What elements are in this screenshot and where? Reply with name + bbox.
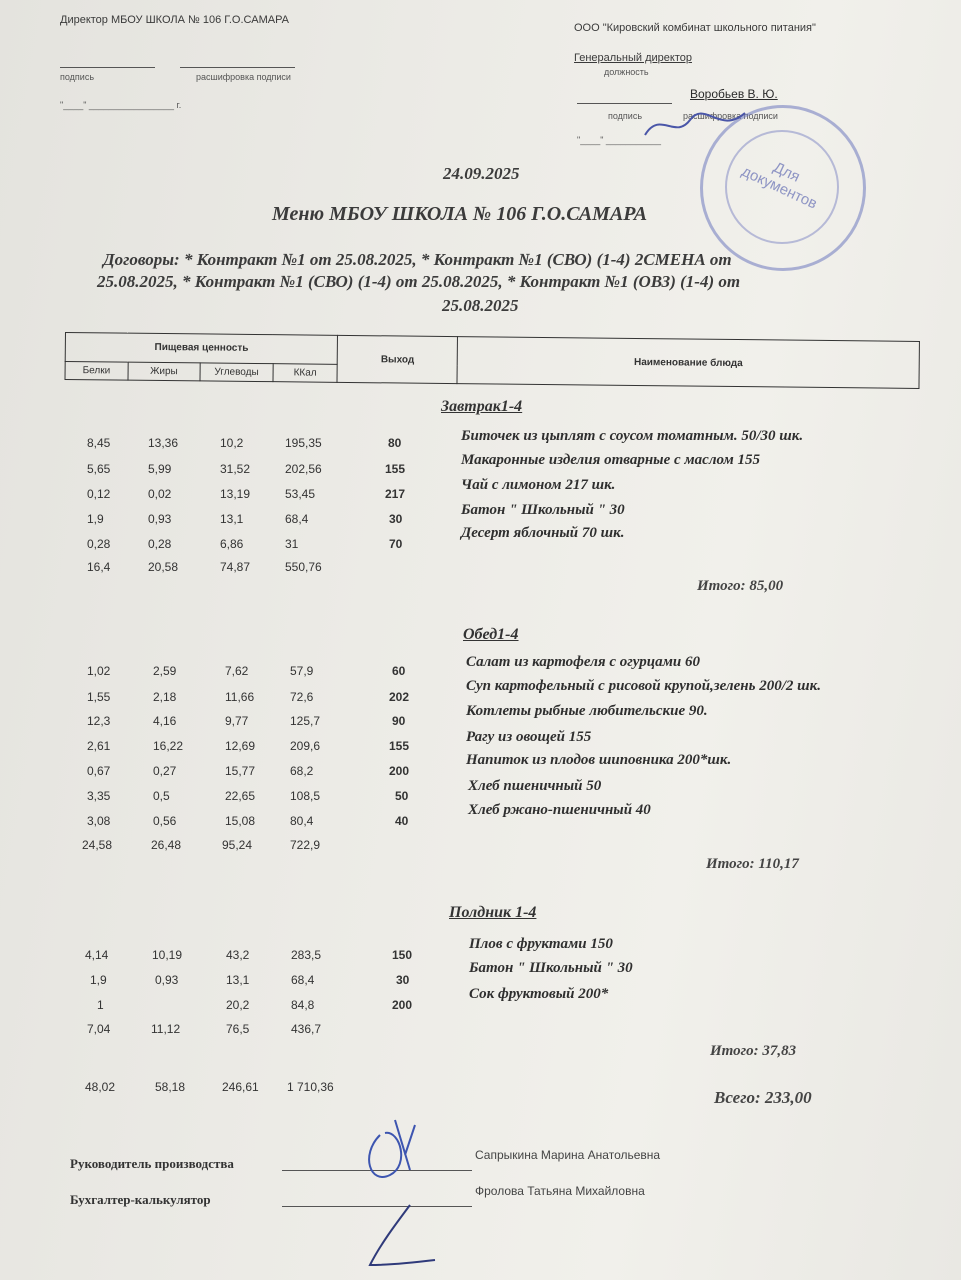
carbs-sum: 76,5 — [226, 1022, 250, 1036]
carbs-sum: 95,24 — [222, 838, 253, 852]
carbs-cell: 43,2 — [226, 948, 250, 962]
carbs-cell: 9,77 — [225, 714, 249, 728]
output-cell: 217 — [385, 487, 406, 501]
output-cell: 150 — [392, 948, 413, 962]
kcal-cell: 31 — [285, 537, 299, 551]
dish-name: Батон " Школьный " 30 — [469, 960, 633, 976]
output-cell: 40 — [395, 814, 409, 828]
fats-cell: 13,36 — [148, 436, 179, 450]
dish-name: Биточек из цыплят с соусом томатным. 50/30 шк. — [461, 428, 804, 444]
kcal-cell: 72,6 — [290, 690, 314, 704]
kcal-cell: 84,8 — [291, 998, 315, 1012]
dish-name: Чай с лимоном 217 шк. — [461, 477, 616, 493]
proteins-cell: 1,9 — [90, 973, 107, 987]
proteins-cell: 4,14 — [85, 948, 109, 962]
output-cell: 202 — [389, 690, 410, 704]
carbs-cell: 11,66 — [225, 690, 255, 704]
dish-name: Плов с фруктами 150 — [469, 936, 613, 952]
kcal-grand: 1 710,36 — [287, 1080, 334, 1094]
kcal-cell: 68,4 — [285, 512, 309, 526]
carbs-cell: 15,08 — [225, 814, 256, 828]
fats-cell: 4,16 — [153, 714, 177, 728]
fats-cell: 10,19 — [152, 948, 183, 962]
kcal-cell: 195,35 — [285, 436, 322, 450]
dish-name: Салат из картофеля с огурцами 60 — [466, 654, 700, 670]
dish-name: Макаронные изделия отварные с маслом 155 — [461, 452, 760, 468]
director-name: Воробьев В. Ю. — [690, 87, 778, 101]
proteins-sum: 24,58 — [82, 838, 113, 852]
proteins-cell: 2,61 — [87, 739, 111, 753]
menu-date: 24.09.2025 — [443, 164, 520, 183]
section-total-lunch: Итого: 110,17 — [706, 856, 799, 872]
fats-sum: 26,48 — [151, 838, 182, 852]
output-cell: 60 — [392, 664, 406, 678]
role-production-head: Руководитель производства — [70, 1156, 234, 1171]
dish-name: Котлеты рыбные любительские 90. — [466, 703, 708, 719]
proteins-cell: 8,45 — [87, 436, 111, 450]
carbs-grand: 246,61 — [222, 1080, 259, 1094]
kcal-sum: 550,76 — [285, 560, 322, 574]
output-cell: 30 — [389, 512, 403, 526]
col-carbs: Углеводы — [200, 363, 273, 382]
proteins-cell: 1 — [97, 998, 104, 1012]
signature-label: подпись — [60, 72, 95, 82]
proteins-cell: 1,02 — [87, 664, 111, 678]
proteins-cell: 1,55 — [87, 690, 111, 704]
carbs-cell: 13,19 — [220, 487, 251, 501]
fats-cell: 2,18 — [153, 690, 177, 704]
carbs-cell: 15,77 — [225, 764, 256, 778]
fats-cell: 0,02 — [148, 487, 172, 501]
proteins-cell: 3,35 — [87, 789, 111, 803]
output-cell: 80 — [388, 436, 402, 450]
kcal-cell: 283,5 — [291, 948, 322, 962]
fats-sum: 11,12 — [151, 1022, 181, 1036]
carbs-cell: 13,1 — [220, 512, 244, 526]
kcal-sum: 436,7 — [291, 1022, 322, 1036]
dish-name: Десерт яблочный 70 шк. — [461, 525, 625, 541]
decode-line — [180, 67, 295, 68]
carbs-cell: 20,2 — [226, 998, 250, 1012]
col-proteins: Белки — [65, 361, 128, 380]
kcal-sum: 722,9 — [290, 838, 321, 852]
proteins-cell: 1,9 — [87, 512, 104, 526]
fats-cell: 0,27 — [153, 764, 177, 778]
contracts-line-1: Договоры: * Контракт №1 от 25.08.2025, * Контракт №1 (СВО) (1-4) 2СМЕНА от — [103, 250, 732, 269]
signature-line — [60, 67, 155, 68]
stamp-text: Для документов — [739, 158, 820, 213]
right-signature-line — [577, 103, 672, 104]
fats-cell: 0,28 — [148, 537, 172, 551]
nutrition-header: Пищевая ценность — [65, 333, 338, 364]
col-kcal: ККал — [273, 363, 338, 382]
organization-name: ООО "Кировский комбинат школьного питания" — [574, 22, 816, 34]
kcal-cell: 125,7 — [290, 714, 321, 728]
proteins-grand: 48,02 — [85, 1080, 116, 1094]
fats-cell: 0,56 — [153, 814, 177, 828]
kcal-cell: 108,5 — [290, 789, 321, 803]
date-blank: "____" _________________ г. — [60, 100, 182, 110]
carbs-cell: 12,69 — [225, 739, 256, 753]
name-production-head: Сапрыкина Марина Анатольевна — [475, 1148, 661, 1162]
proteins-cell: 0,28 — [87, 537, 111, 551]
carbs-cell: 22,65 — [225, 789, 256, 803]
output-cell: 30 — [396, 973, 410, 987]
role-accountant: Бухгалтер-калькулятор — [70, 1192, 211, 1207]
section-title-lunch: Обед1-4 — [463, 626, 519, 643]
carbs-cell: 13,1 — [226, 973, 250, 987]
output-cell: 70 — [389, 537, 403, 551]
name-accountant: Фролова Татьяна Михайловна — [475, 1184, 645, 1198]
fats-cell: 2,59 — [153, 664, 177, 678]
director-signature — [640, 105, 750, 145]
carbs-cell: 10,2 — [220, 436, 244, 450]
right-signature-label: подпись — [608, 111, 643, 121]
proteins-cell: 0,12 — [87, 487, 111, 501]
proteins-sum: 7,04 — [87, 1022, 111, 1036]
fats-cell: 5,99 — [148, 462, 172, 476]
carbs-cell: 7,62 — [225, 664, 249, 678]
output-cell: 200 — [392, 998, 413, 1012]
decode-label: расшифровка подписи — [196, 72, 291, 82]
right-decode-label: расшифровка подписи — [683, 111, 778, 121]
output-cell: 155 — [389, 739, 410, 753]
dish-name: Рагу из овощей 155 — [466, 729, 592, 745]
fats-cell: 0,5 — [153, 789, 170, 803]
menu-title: Меню МБОУ ШКОЛА № 106 Г.О.САМАРА — [272, 203, 648, 225]
fats-cell: 0,93 — [155, 973, 179, 987]
kcal-cell: 57,9 — [290, 664, 314, 678]
right-date-blank: "____" ___________ — [577, 135, 661, 145]
proteins-sum: 16,4 — [87, 560, 111, 574]
fats-cell: 16,22 — [153, 739, 184, 753]
dish-name: Суп картофельный с рисовой крупой,зелень 200/2 шк. — [466, 678, 821, 694]
grand-total: Всего: 233,00 — [714, 1088, 812, 1107]
kcal-cell: 68,4 — [291, 973, 315, 987]
dish-header: Наименование блюда — [457, 337, 919, 389]
menu-table-header — [64, 332, 919, 389]
dish-name: Хлеб пшеничный 50 — [468, 778, 602, 794]
handwritten-signature — [355, 1115, 445, 1275]
kcal-cell: 209,6 — [290, 739, 321, 753]
proteins-cell: 12,3 — [87, 714, 111, 728]
fats-grand: 58,18 — [155, 1080, 186, 1094]
section-title-breakfast: Завтрак1-4 — [441, 398, 523, 415]
output-header: Выход — [337, 335, 458, 383]
carbs-cell: 31,52 — [220, 462, 251, 476]
dish-name: Напиток из плодов шиповника 200*шк. — [466, 752, 732, 768]
proteins-cell: 3,08 — [87, 814, 111, 828]
output-cell: 155 — [385, 462, 406, 476]
director-line: Директор МБОУ ШКОЛА № 106 Г.О.САМАРА — [60, 14, 290, 26]
dish-name: Хлеб ржано-пшеничный 40 — [468, 802, 651, 818]
section-total-snack: Итого: 37,83 — [710, 1043, 797, 1059]
fats-sum: 20,58 — [148, 560, 179, 574]
proteins-cell: 0,67 — [87, 764, 111, 778]
section-total-breakfast: Итого: 85,00 — [697, 578, 784, 594]
fats-cell: 0,93 — [148, 512, 172, 526]
carbs-cell: 6,86 — [220, 537, 244, 551]
section-title-snack: Полдник 1-4 — [449, 904, 537, 921]
kcal-cell: 202,56 — [285, 462, 322, 476]
position-label: должность — [604, 67, 649, 77]
carbs-sum: 74,87 — [220, 560, 251, 574]
kcal-cell: 68,2 — [290, 764, 314, 778]
contracts-line-3: 25.08.2025 — [442, 296, 519, 315]
dish-name: Батон " Школьный " 30 — [461, 502, 625, 518]
output-cell: 50 — [395, 789, 409, 803]
kcal-cell: 53,45 — [285, 487, 316, 501]
director-position: Генеральный директор — [574, 52, 692, 64]
output-cell: 200 — [389, 764, 410, 778]
dish-name: Сок фруктовый 200* — [469, 986, 609, 1002]
proteins-cell: 5,65 — [87, 462, 111, 476]
output-cell: 90 — [392, 714, 406, 728]
col-fats: Жиры — [128, 362, 201, 381]
kcal-cell: 80,4 — [290, 814, 314, 828]
contracts-line-2: 25.08.2025, * Контракт №1 (СВО) (1-4) от 25.08.2025, * Контракт №1 (ОВЗ) (1-4) от — [97, 272, 741, 291]
